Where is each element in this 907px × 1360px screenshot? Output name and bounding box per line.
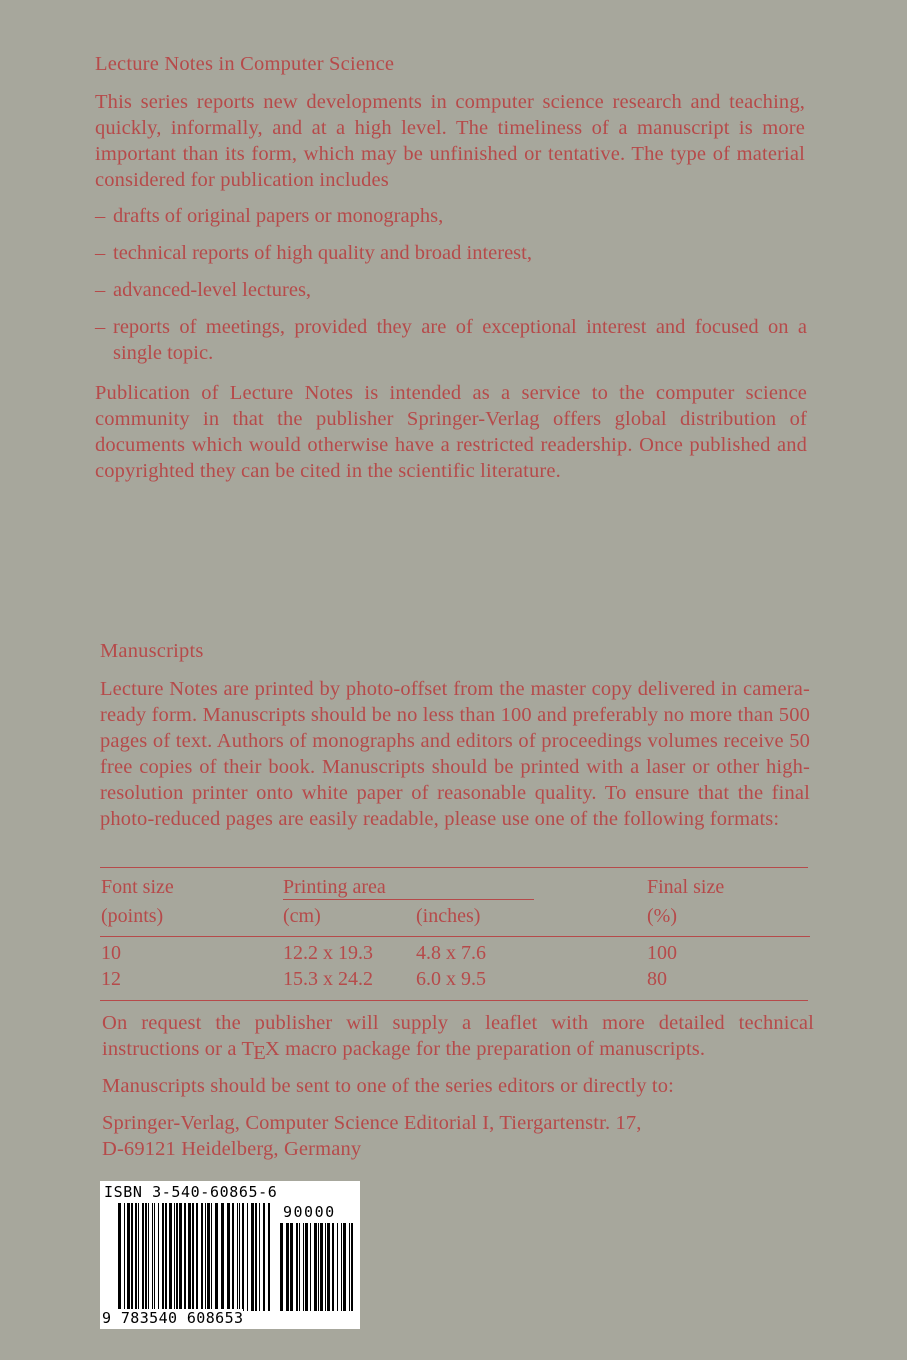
barcode-bar xyxy=(327,1223,330,1311)
list-item: – reports of meetings, provided they are of exceptional interest and focused on a single topic. xyxy=(95,316,807,364)
table-cell-cm: 15.3 x 24.2 xyxy=(283,968,373,990)
barcode-bar xyxy=(255,1203,257,1311)
barcode-bar xyxy=(286,1223,289,1311)
barcode-bar xyxy=(162,1203,164,1311)
barcode-bar xyxy=(176,1203,178,1311)
barcode-bar xyxy=(158,1203,159,1311)
barcode-bar xyxy=(332,1223,334,1311)
list-item: – drafts of original papers or monographs, xyxy=(95,205,444,227)
barcode-bar xyxy=(215,1203,218,1311)
table-cell-final: 80 xyxy=(647,968,667,990)
series-title: Lecture Notes in Computer Science xyxy=(95,53,395,75)
manuscripts-body: Lecture Notes are printed by photo-offset from the master copy delivered in camera-ready form. Manuscripts should be no less than 100 and preferably no more than 500 pages of text. Authors of monographs and editors of proceedings volumes receive 50 free copies of their book. Manuscripts should be printed with a laser or other high-resolution printer onto white paper of reasonable quality. To ensure that the final photo-reduced pages are easily readable, please use one of the following formats: xyxy=(100,678,810,830)
barcode-bar xyxy=(221,1203,224,1311)
isbn-barcode xyxy=(100,1181,360,1329)
send-to-text: Manuscripts should be sent to one of the series editors or directly to: xyxy=(102,1075,675,1097)
ean-number: 9 783540 608653 xyxy=(102,1309,244,1327)
table-header-printing-area: Printing area xyxy=(283,876,386,898)
barcode-bar xyxy=(154,1203,155,1311)
table-header-font-size: Font size xyxy=(101,876,174,898)
isbn-text: ISBN 3-540-60865-6 xyxy=(104,1183,278,1201)
barcode-bar xyxy=(124,1203,125,1311)
barcode-bar xyxy=(247,1203,248,1311)
barcode-bar xyxy=(232,1203,234,1311)
barcode-bar xyxy=(152,1203,153,1311)
material-list xyxy=(95,203,807,377)
barcode-bar xyxy=(131,1203,133,1311)
barcode-bar xyxy=(341,1223,342,1311)
table-bottom-rule xyxy=(100,1000,808,1001)
barcode-bar xyxy=(179,1203,182,1311)
barcode-bar xyxy=(239,1203,240,1311)
barcode-bar xyxy=(169,1203,172,1311)
barcode-bar xyxy=(320,1223,323,1311)
table-header-final-size: Final size xyxy=(647,876,725,898)
barcode-bar xyxy=(188,1203,191,1311)
series-intro: This series reports new developments in computer science research and teaching, quickly, informally, and at a high level. The timeliness of a manuscript is more important than its form, which may be unfinished or tentative. The type of material considered for publication includes xyxy=(95,91,805,191)
barcode-bar xyxy=(290,1223,293,1311)
barcode-bar xyxy=(337,1223,338,1311)
table-cell-inches: 6.0 x 9.5 xyxy=(416,968,486,990)
barcode-bar xyxy=(196,1203,198,1311)
barcode-bar xyxy=(259,1203,260,1311)
table-cell-font: 10 xyxy=(101,942,121,964)
barcode-bar xyxy=(165,1203,167,1311)
address-line-1: Springer-Verlag, Computer Science Editorial I, Tiergartenstr. 17, xyxy=(102,1112,642,1134)
barcode-bar xyxy=(118,1203,121,1311)
barcode-bar xyxy=(318,1223,319,1311)
barcode-bar xyxy=(237,1203,238,1311)
table-header-inches: (inches) xyxy=(416,905,481,927)
publication-paragraph: Publication of Lecture Notes is intended as a service to the computer science community in that the publisher Springer-Verlag offers global distribution of documents which would otherwise have a restricted readership. Once published and copyrighted they can be cited in the scientific literature. xyxy=(95,382,807,482)
barcode-bar xyxy=(280,1223,283,1311)
address-line-2: D-69121 Heidelberg, Germany xyxy=(102,1138,362,1160)
barcode-bar xyxy=(343,1223,346,1311)
barcode-bar xyxy=(142,1203,144,1311)
barcode-bar xyxy=(251,1203,254,1311)
barcode-bar xyxy=(174,1203,175,1311)
table-cell-cm: 12.2 x 19.3 xyxy=(283,942,373,964)
table-cell-inches: 4.8 x 7.6 xyxy=(416,942,486,964)
barcode-bar xyxy=(268,1203,270,1311)
barcode-bar xyxy=(296,1223,298,1311)
list-item: – advanced-level lectures, xyxy=(95,279,312,301)
barcode-bar xyxy=(127,1203,130,1311)
table-header-points: (points) xyxy=(101,905,164,927)
barcode-bar xyxy=(138,1203,139,1311)
barcode-bar xyxy=(305,1223,308,1311)
barcode-bar xyxy=(314,1223,317,1311)
barcode-bar xyxy=(349,1223,350,1311)
table-cell-final: 100 xyxy=(647,942,677,964)
barcode-bar xyxy=(207,1203,210,1311)
barcode-bar xyxy=(303,1223,304,1311)
price-code: 90000 xyxy=(283,1203,336,1221)
table-header-cm: (cm) xyxy=(283,905,321,927)
barcode-bar xyxy=(148,1203,149,1311)
table-top-rule xyxy=(100,867,808,868)
barcode-bar xyxy=(205,1203,206,1311)
request-paragraph: On request the publisher will supply a leaflet with more detailed technical instructions or a TEX macro package for the preparation of manuscripts. xyxy=(102,1012,814,1064)
table-header-percent: (%) xyxy=(647,905,677,927)
list-item: – technical reports of high quality and broad interest, xyxy=(95,242,532,264)
barcode-bar xyxy=(135,1203,137,1311)
manuscripts-heading: Manuscripts xyxy=(100,640,204,662)
barcode-bar xyxy=(192,1203,194,1311)
barcode-bar xyxy=(263,1203,265,1311)
barcode-bar xyxy=(310,1223,311,1311)
tex-logo: TEX xyxy=(241,1038,280,1064)
barcode-bar xyxy=(325,1223,326,1311)
barcode-bar xyxy=(201,1203,203,1311)
barcode-bar xyxy=(184,1203,186,1311)
barcode-bar xyxy=(145,1203,147,1311)
barcode-bar xyxy=(227,1203,230,1311)
table-cell-font: 12 xyxy=(101,968,121,990)
table-header-rule xyxy=(100,936,810,937)
printing-area-rule xyxy=(283,899,534,900)
barcode-bar xyxy=(299,1223,300,1311)
barcode-bar xyxy=(211,1203,212,1311)
barcode-bar xyxy=(242,1203,244,1311)
barcode-bar xyxy=(351,1223,353,1311)
